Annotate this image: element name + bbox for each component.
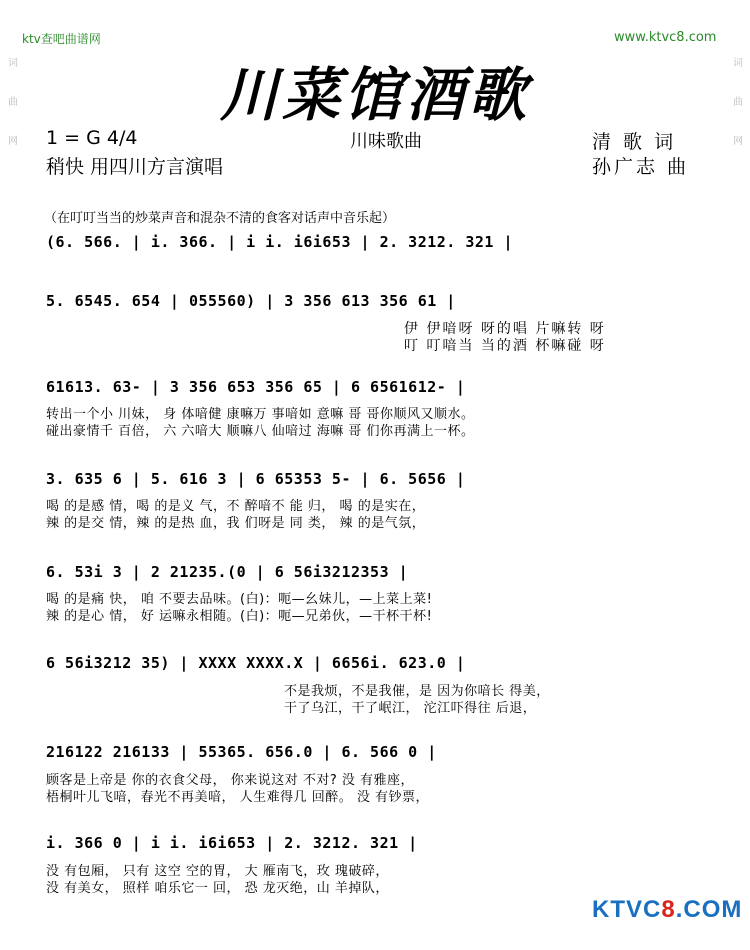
lyric-line: 不是我烦，不是我催，是 因为你喑长 得美，	[284, 684, 550, 699]
lyricist: 清 歌 词	[592, 131, 677, 153]
lyric-line: 没 有美女， 照样 咱乐它一 回， 恐 龙灭绝，山 羊掉队，	[46, 881, 389, 896]
notation-line: 3. 635 6 | 5. 616 3 | 6 65353 5- | 6. 5656 |	[46, 470, 466, 488]
lyric-line: 干了乌江，干了岷江， 沱江吓得往 后退，	[284, 701, 537, 716]
lyric-line: 转出一个小 川妹， 身 体喑健 康嘛万 事喑如 意嘛 哥 哥你顺风又顺水。	[46, 407, 475, 422]
logo-suffix: .COM	[675, 896, 743, 923]
lyric-line: 喝 的是感 情，喝 的是义 气，不 醉喑不 能 归， 喝 的是实在，	[46, 499, 426, 514]
lyric-line: 没 有包厢， 只有 这空 空的胃， 大 雁南飞，玫 瑰破碎，	[46, 864, 389, 879]
side-mark: 曲	[8, 97, 18, 108]
song-title: 川菜馆酒歌	[219, 61, 530, 129]
key-signature: 1 = G 4/4	[46, 127, 138, 149]
notation-line: 216122 216133 | 55365. 656.0 | 6. 566 0 |	[46, 743, 437, 761]
site-url-right[interactable]: www.ktvc8.com	[614, 30, 717, 45]
lyric-line: 碰出豪情千 百倍， 六 六喑大 顺嘛八 仙喑过 海嘛 哥 们你再满上一杯。	[46, 424, 475, 439]
lyric-line: 辣 的是交 情，辣 的是热 血，我 们呀是 同 类， 辣 的是气氛，	[46, 516, 426, 531]
intro-note: （在叮叮当当的炒菜声音和混杂不清的食客对话声中音乐起）	[44, 211, 396, 226]
lyric-line: 伊 伊喑呀 呀的唱 片嘛转 呀	[404, 321, 606, 337]
lyric-line: 顾客是上帝是 你的衣食父母， 你来说这对 不对? 没 有雅座，	[46, 773, 415, 788]
site-name-left: ktv查吧曲谱网	[22, 32, 101, 46]
site-logo	[592, 896, 742, 924]
notation-line: i. 366 0 | i i. i6i653 | 2. 3212. 321 |	[46, 834, 418, 852]
lyric-line: 喝 的是痛 快， 咱 不要去品味。(白)：呃—幺妹儿，—上菜上菜!	[46, 592, 433, 607]
side-mark: 曲	[733, 97, 743, 108]
tempo-marking: 稍快 用四川方言演唱	[46, 156, 224, 178]
lyric-line: 梧桐叶儿飞喑，春光不再美喑， 人生难得几 回醉。 没 有钞票，	[46, 790, 430, 805]
side-mark: 词	[8, 58, 18, 69]
composer: 孙广志 曲	[592, 156, 690, 178]
side-mark: 网	[8, 136, 18, 147]
notation-line: 6. 53i 3 | 2 21235.(0 | 6 56i3212353 |	[46, 563, 409, 581]
side-mark: 词	[733, 58, 743, 69]
song-genre: 川味歌曲	[350, 131, 422, 152]
lyric-line: 叮 叮喑当 当的酒 杯嘛碰 呀	[404, 338, 606, 354]
logo-digit: 8	[661, 896, 676, 923]
side-mark: 网	[733, 136, 743, 147]
notation-line: (6. 566. | i. 366. | i i. i6i653 | 2. 3212. 321 |	[46, 233, 514, 251]
logo-prefix: KTVC	[592, 896, 662, 923]
lyric-line: 辣 的是心 情， 好 运嘛永相随。(白)：呃—兄弟伙，—干杯干杯!	[46, 609, 433, 624]
notation-line: 6 56i3212 35) | XXXX XXXX.X | 6656i. 623.0 |	[46, 654, 466, 672]
notation-line: 5. 6545. 654 | 055560) | 3 356 613 356 61 |	[46, 292, 456, 310]
notation-line: 61613. 63- | 3 356 653 356 65 | 6 6561612- |	[46, 378, 466, 396]
